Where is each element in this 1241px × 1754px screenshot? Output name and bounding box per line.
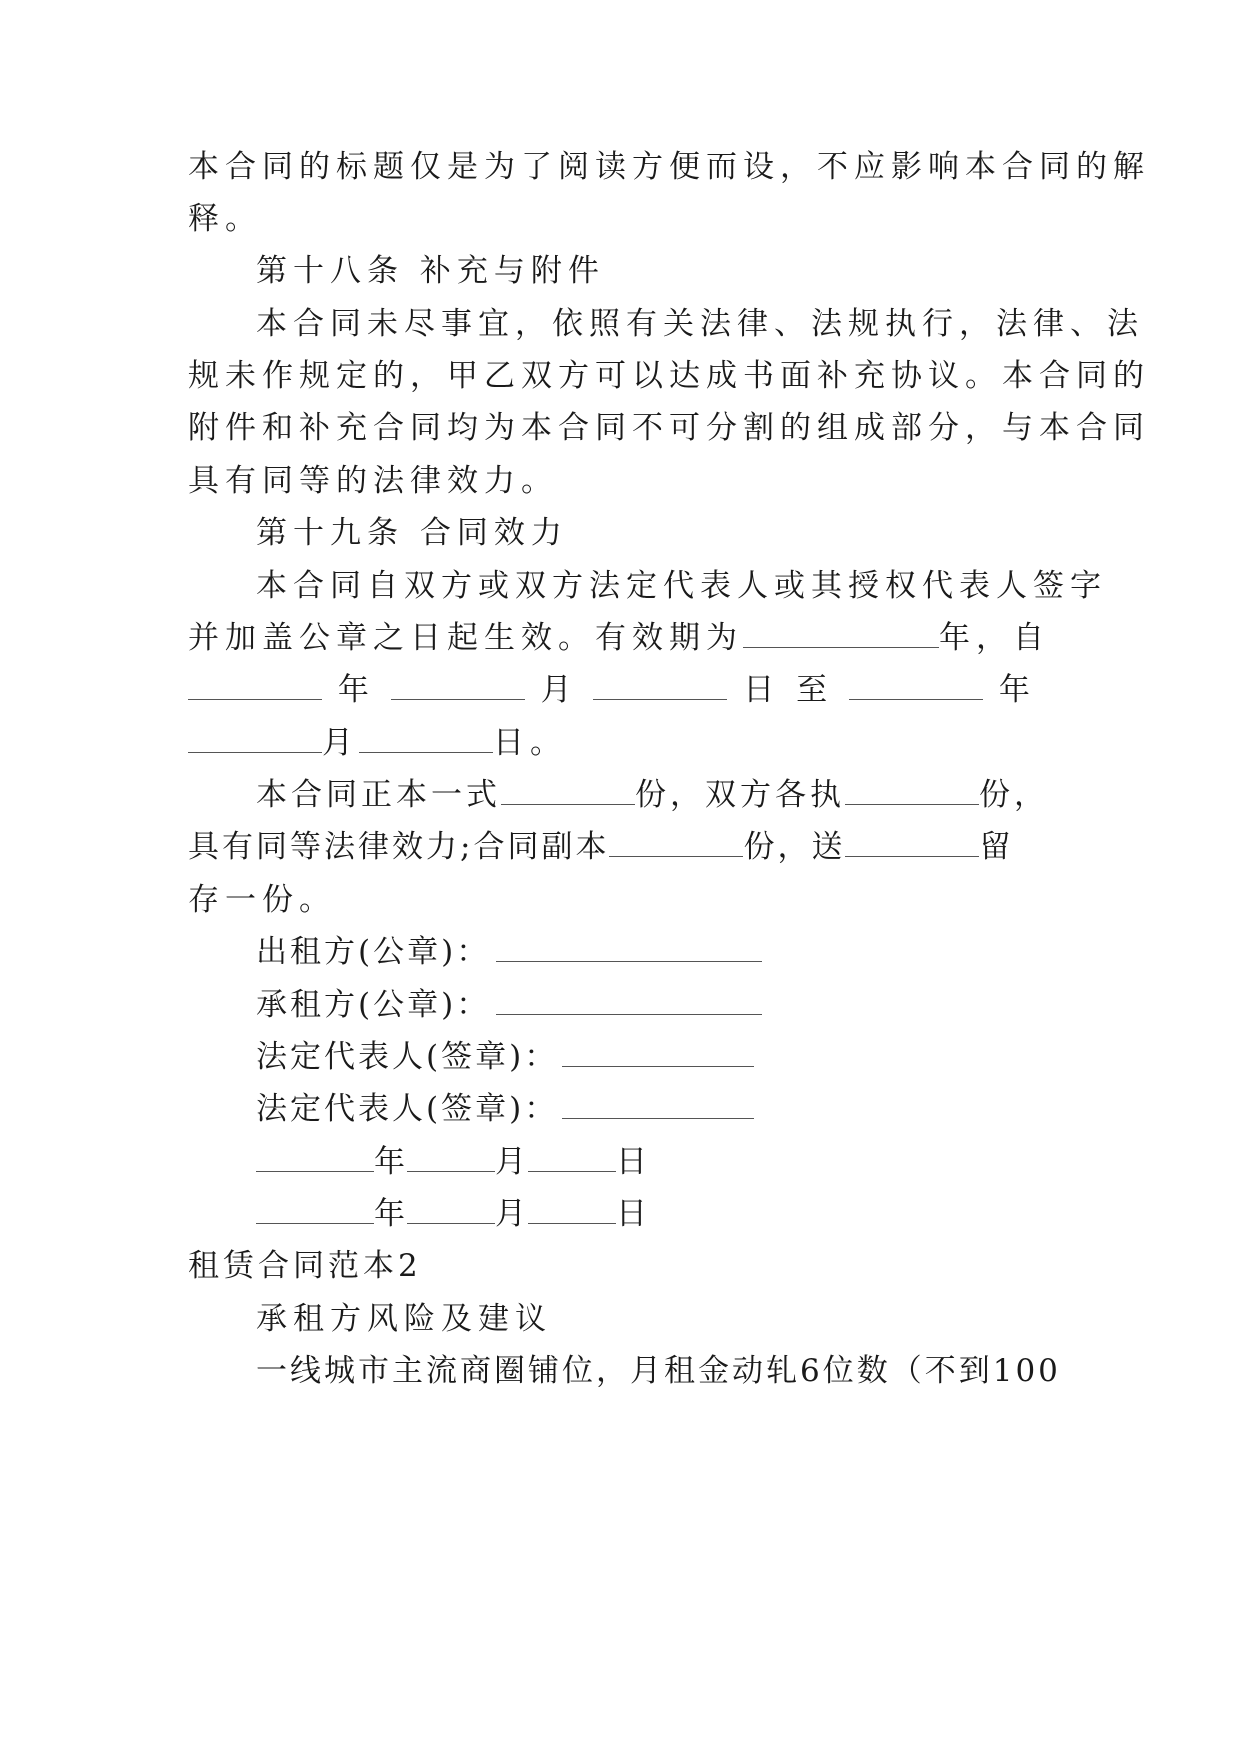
section-heading: 租赁合同范本2 — [188, 1248, 422, 1284]
lessor-signature-line — [256, 932, 1058, 972]
validity-text: 并加盖公章之日起生效。有效期为 — [188, 620, 743, 656]
date-year-blank[interactable] — [256, 1197, 374, 1224]
paragraph-line: 具有同等的法律效力。 — [188, 463, 558, 499]
validity-text-year: 年，自 — [939, 620, 1050, 656]
copies-text: 份， — [979, 777, 1049, 813]
duplicate-line — [188, 827, 1058, 867]
paragraph-line: 本合同自双方或双方法定代表人或其授权代表人签字 — [256, 568, 1107, 604]
date-month-blank[interactable] — [407, 1145, 495, 1172]
representative-signature-blank[interactable] — [562, 1092, 754, 1119]
date-range-line — [188, 670, 1058, 710]
representative-signature-line — [256, 1037, 1058, 1077]
representative-signature-line — [256, 1089, 1058, 1129]
copies-text: 份，双方各执 — [635, 777, 845, 813]
end-year-blank[interactable] — [849, 673, 983, 700]
date-month-label: 月 — [495, 1144, 528, 1180]
date-month-label: 月 — [495, 1196, 528, 1232]
paragraph-line: 本合同的标题仅是为了阅读方便而设，不应影响本合同的解 — [188, 149, 1150, 185]
representative-signature-blank[interactable] — [562, 1040, 754, 1067]
end-day-blank[interactable] — [359, 726, 493, 753]
duplicate-count-blank[interactable] — [609, 830, 743, 857]
day-to-label: 日 至 — [743, 672, 834, 708]
article-18-title: 第十八条 补充与附件 — [256, 253, 605, 289]
month-label: 月 — [322, 725, 359, 761]
paragraph-line: 释。 — [188, 201, 262, 237]
copies-text: 具有同等法律效力;合同副本 — [188, 829, 610, 865]
date-year-blank[interactable] — [256, 1145, 374, 1172]
paragraph-line: 一线城市主流商圈铺位，月租金动轧6位数（不到100 — [256, 1353, 1061, 1389]
lessee-signature-line — [256, 985, 1058, 1025]
date-month-blank[interactable] — [407, 1197, 495, 1224]
year-label: 年 — [337, 672, 375, 708]
signing-date-line — [256, 1194, 1058, 1234]
date-range-end-line — [188, 723, 1058, 763]
paragraph-line: 附件和补充合同均为本合同不可分割的组成部分，与本合同 — [188, 410, 1150, 446]
start-month-blank[interactable] — [391, 673, 525, 700]
start-year-blank[interactable] — [188, 673, 322, 700]
paragraph-line: 规未作规定的，甲乙双方可以达成书面补充协议。本合同的 — [188, 358, 1150, 394]
start-day-blank[interactable] — [593, 673, 727, 700]
copies-text: 本合同正本一式 — [256, 777, 501, 813]
lessor-signature-blank[interactable] — [496, 935, 762, 962]
date-day-label: 日 — [616, 1196, 649, 1232]
date-day-blank[interactable] — [528, 1197, 616, 1224]
copies-line — [256, 775, 1058, 815]
date-day-label: 日 — [616, 1144, 649, 1180]
article-19-title: 第十九条 合同效力 — [256, 515, 568, 551]
paragraph-line: 存一份。 — [188, 882, 336, 918]
lessee-label: 承租方(公章)： — [256, 987, 491, 1023]
representative-label: 法定代表人(签章)： — [256, 1091, 559, 1127]
lessor-label: 出租方(公章)： — [256, 934, 491, 970]
copies-text: 留 — [979, 829, 1014, 865]
section-subheading: 承租方风险及建议 — [256, 1301, 552, 1337]
send-to-blank[interactable] — [845, 830, 979, 857]
signing-date-line — [256, 1142, 1058, 1182]
date-year-label: 年 — [374, 1196, 407, 1232]
end-month-blank[interactable] — [188, 726, 322, 753]
lessee-signature-blank[interactable] — [496, 988, 762, 1015]
date-day-blank[interactable] — [528, 1145, 616, 1172]
term-years-blank[interactable] — [743, 621, 939, 648]
copies-text: 份，送 — [743, 829, 846, 865]
year-label: 年 — [998, 672, 1036, 708]
day-label: 日。 — [493, 725, 567, 761]
date-year-label: 年 — [374, 1144, 407, 1180]
paragraph-line: 本合同未尽事宜，依照有关法律、法规执行，法律、法 — [256, 306, 1144, 342]
validity-line — [188, 618, 1058, 658]
original-count-blank[interactable] — [501, 778, 635, 805]
each-party-count-blank[interactable] — [845, 778, 979, 805]
month-label: 月 — [540, 672, 578, 708]
representative-label: 法定代表人(签章)： — [256, 1039, 559, 1075]
